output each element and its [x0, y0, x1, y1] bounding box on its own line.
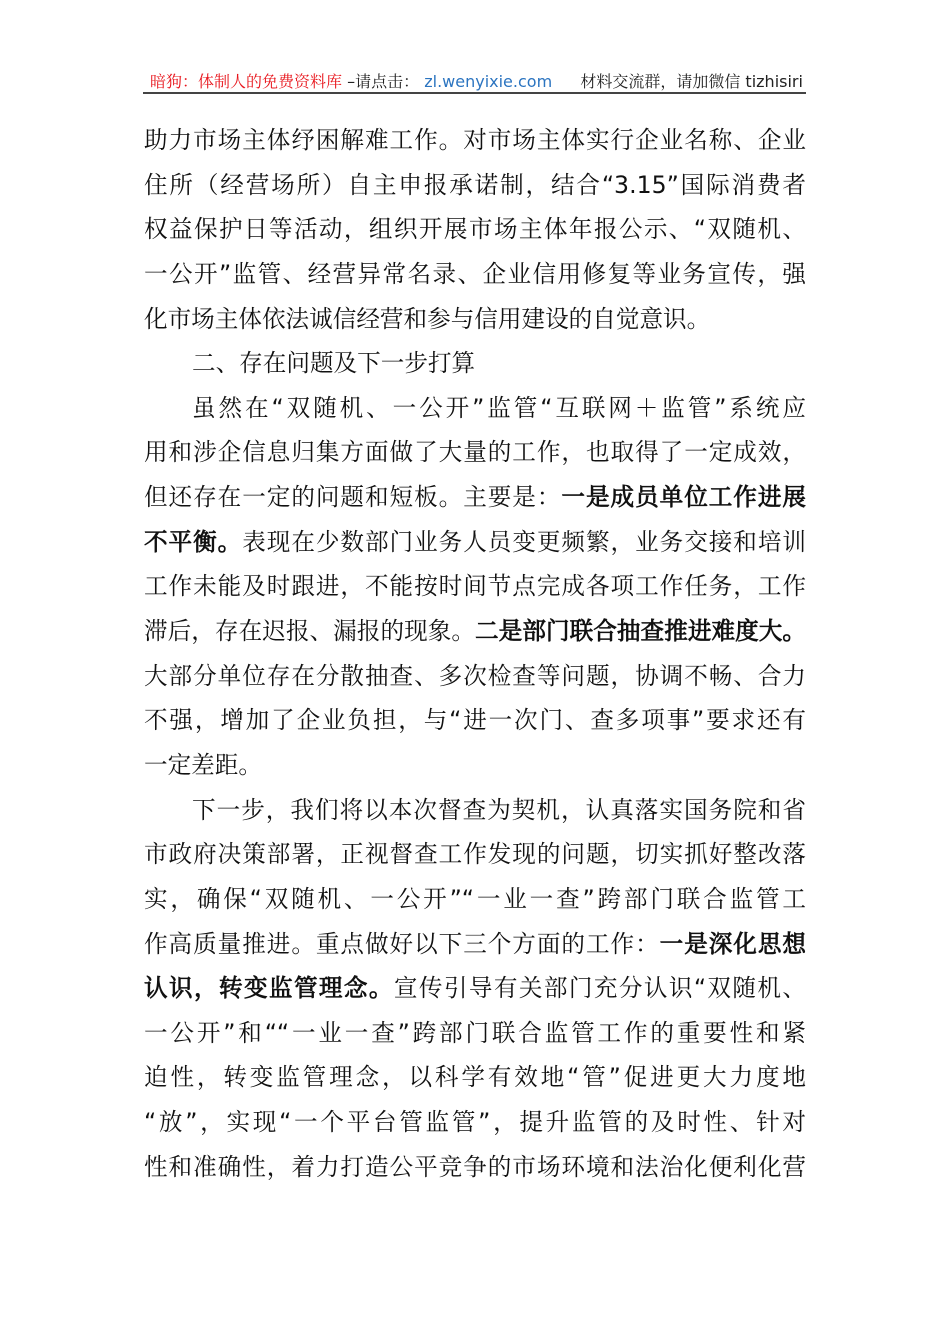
text-segment: 虽然在“双随机、一公开”监管“互联网＋监管”系统应	[192, 393, 806, 422]
text-segment: 实，确保“双随机、一公开”“一业一查”跨部门联合监管工	[144, 884, 806, 913]
text-line	[144, 743, 806, 788]
text-line	[144, 1055, 806, 1100]
text-segment: 工作未能及时跟进，不能按时间节点完成各项工作任务，工作	[144, 572, 806, 601]
text-segment: “放”，实现“一个平台管监管”，提升监管的及时性、针对	[144, 1108, 806, 1137]
text-line	[144, 1011, 806, 1056]
text-segment: 一定差距。	[144, 750, 262, 779]
text-line	[144, 609, 806, 654]
text-segment: 化市场主体依法诚信经营和参与信用建设的自觉意识。	[144, 304, 711, 333]
text-line	[144, 252, 806, 297]
text-line	[144, 475, 806, 520]
text-segment: 权益保护日等活动，组织开展市场主体年报公示、“双随机、	[144, 215, 806, 244]
text-segment: 市政府决策部署，正视督查工作发现的问题，切实抓好整改落	[144, 840, 806, 869]
text-segment: 作高质量推进。重点做好以下三个方面的工作：	[144, 929, 660, 958]
text-line	[144, 1100, 806, 1145]
text-line	[144, 430, 806, 475]
text-segment: 表现在少数部门业务人员变更频繁，业务交接和培训	[242, 527, 807, 556]
text-line	[144, 207, 806, 252]
text-line	[144, 654, 806, 699]
bold-text: 认识，转变监管理念。	[144, 974, 394, 1003]
text-segment: 二、存在问题及下一步打算	[192, 349, 476, 378]
text-line	[144, 341, 806, 386]
text-line	[144, 564, 806, 609]
text-line	[144, 788, 806, 833]
text-line	[144, 922, 806, 967]
text-segment: 但还存在一定的问题和短板。主要是：	[144, 483, 562, 512]
text-segment: 性和准确性，着力打造公平竞争的市场环境和法治化便利化营	[144, 1152, 806, 1181]
text-line	[144, 297, 806, 342]
bold-text: 不平衡。	[144, 527, 243, 556]
header-brand: 暗狗：体制人的免费资料库	[150, 72, 343, 91]
text-segment: 用和涉企信息归集方面做了大量的工作，也取得了一定成效，	[144, 438, 806, 467]
text-line	[144, 1145, 806, 1190]
page-header	[150, 69, 810, 92]
bold-text: 一是成员单位工作进展	[561, 483, 807, 512]
text-segment: 一公开”监管、经营异常名录、企业信用修复等业务宣传，强	[144, 259, 806, 288]
header-group-info: 材料交流群，请加微信 tizhisiri	[580, 72, 803, 91]
text-segment: 下一步，我们将以本次督查为契机，认真落实国务院和省	[192, 795, 806, 824]
header-divider	[143, 92, 806, 94]
text-line	[144, 118, 806, 163]
text-segment: 宣传引导有关部门充分认识“双随机、	[393, 974, 806, 1003]
text-line	[144, 698, 806, 743]
header-link[interactable]: zl.wenyixie.com	[424, 72, 553, 91]
text-segment: 不强，增加了企业负担，与“进一次门、查多项事”要求还有	[144, 706, 806, 735]
text-segment: 大部分单位存在分散抽查、多次检查等问题，协调不畅、合力	[144, 661, 806, 690]
bold-text: 一是深化思想	[659, 929, 807, 958]
text-segment: 助力市场主体纾困解难工作。对市场主体实行企业名称、企业	[144, 126, 806, 154]
text-line	[144, 386, 806, 431]
text-line	[144, 832, 806, 877]
header-prompt: –请点击：	[347, 72, 420, 91]
bold-text: 二是部门联合抽查推进难度大。	[475, 617, 807, 646]
document-body	[144, 118, 806, 1189]
text-line	[144, 163, 806, 208]
text-line	[144, 877, 806, 922]
text-segment: 住所（经营场所）自主申报承诺制，结合“3.15”国际消费者	[144, 170, 806, 199]
text-segment: 一公开”和““一业一查”跨部门联合监管工作的重要性和紧	[144, 1018, 806, 1047]
text-line	[144, 520, 806, 565]
text-segment: 滞后，存在迟报、漏报的现象。	[144, 617, 476, 646]
text-line	[144, 966, 806, 1011]
text-segment: 迫性，转变监管理念，以科学有效地“管”促进更大力度地	[144, 1063, 806, 1092]
